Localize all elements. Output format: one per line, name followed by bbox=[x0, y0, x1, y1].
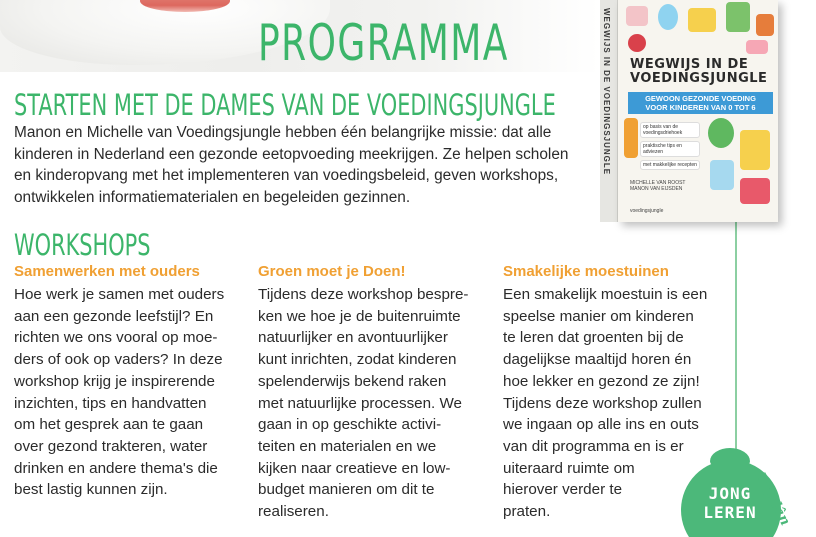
book-title-line: VOEDINGSJUNGLE bbox=[630, 71, 768, 86]
text-line: van dit programma en is er bbox=[503, 437, 684, 455]
illustration-shape bbox=[726, 2, 750, 32]
workshop-text bbox=[258, 284, 488, 523]
illustration-shape bbox=[628, 34, 646, 52]
book-front bbox=[618, 0, 778, 222]
text-line: ders of ook op vaders? In deze bbox=[14, 351, 223, 369]
text-line: ken we hoe je de buitenruimte bbox=[258, 307, 461, 325]
text-line: hoe lekker en gezond ze zijn! bbox=[503, 372, 700, 390]
book-spine-text: WEGWIJS IN DE VOEDINGSJUNGLE bbox=[602, 8, 611, 176]
book-author: MICHELLE VAN ROOST bbox=[630, 180, 686, 186]
text-line: gaan in op geschikte activi- bbox=[258, 416, 442, 434]
text-line: budget manieren om dit te bbox=[258, 481, 435, 499]
intro-heading: STARTEN MET DE DAMES VAN DE VOEDINGSJUNGLE bbox=[14, 88, 556, 122]
text-line: praten. bbox=[503, 503, 551, 521]
book-spine bbox=[600, 0, 618, 222]
logo-text bbox=[700, 484, 760, 522]
illustration-shape bbox=[740, 130, 770, 170]
workshops-heading: WORKSHOPS bbox=[14, 228, 151, 262]
illustration-shape bbox=[624, 118, 638, 158]
text-line: Hoe werk je samen met ouders bbox=[14, 286, 225, 303]
text-line: natuurlijker en avontuurlijker bbox=[258, 329, 448, 347]
book-publisher: voedingsjungle bbox=[630, 208, 664, 214]
illustration-shape bbox=[708, 118, 734, 148]
text-line: kunt inrichten, zodat kinderen bbox=[258, 351, 457, 369]
text-line: best lastig kunnen zijn. bbox=[14, 481, 168, 499]
book-subtitle-line: GEWOON GEZONDE VOEDING bbox=[645, 94, 756, 103]
illustration-shape bbox=[746, 40, 768, 54]
illustration-shape bbox=[626, 6, 648, 26]
book-subtitle bbox=[628, 92, 773, 114]
book-title bbox=[630, 58, 770, 86]
workshop-title: Samenwerken met ouders bbox=[14, 263, 200, 280]
book-tag: met makkelijke recepten bbox=[640, 160, 700, 170]
workshop-column-2 bbox=[258, 262, 488, 523]
workshop-text bbox=[14, 284, 244, 501]
text-line: Een smakelijk moestuin is een bbox=[503, 286, 708, 303]
illustration-shape bbox=[710, 160, 734, 190]
text-line: hierover verder te bbox=[503, 481, 623, 499]
page-title: PROGRAMMA bbox=[258, 14, 509, 72]
illustration-shape bbox=[658, 4, 678, 30]
text-line: om het gesprek aan te gaan bbox=[14, 416, 204, 434]
text-line: Tijdens deze workshop bespre- bbox=[258, 286, 469, 303]
text-line: over gezond trakteren, water bbox=[14, 437, 208, 455]
text-line: workshop krijg je inspirerende bbox=[14, 372, 215, 390]
text-line: uiteraard ruimte om bbox=[503, 459, 635, 477]
text-line: dagelijkse maaltijd horen én bbox=[503, 351, 692, 369]
intro-line: Manon en Michelle van Voedingsjungle hebben één belangrijke missie: dat alle bbox=[14, 124, 552, 141]
workshop-title: Smakelijke moestuinen bbox=[503, 263, 669, 280]
book-tags bbox=[640, 122, 700, 173]
text-line: inzichten, tips en handvatten bbox=[14, 394, 207, 412]
book-title-line: WEGWIJS IN DE bbox=[630, 57, 749, 72]
logo-line: LEREN bbox=[703, 503, 757, 522]
text-line: drinken en andere thema's die bbox=[14, 459, 218, 477]
book-authors bbox=[630, 180, 685, 192]
illustration-shape bbox=[756, 14, 774, 36]
book-subtitle-line: VOOR KINDEREN VAN 0 TOT 6 bbox=[645, 103, 756, 112]
intro-line: en kinderopvang met het implementeren van voedingsbeleid, geven workshops, bbox=[14, 167, 559, 184]
intro-line: ontwikkelen informatiematerialen en begeleiden gezinnen. bbox=[14, 188, 411, 206]
workshop-column-1 bbox=[14, 262, 244, 501]
text-line: richten we ons vooral op moe- bbox=[14, 329, 218, 347]
illustration-shape bbox=[740, 178, 770, 204]
book-author: MANON VAN EIJSDEN bbox=[630, 186, 683, 192]
book-cover bbox=[600, 0, 780, 222]
text-line: te leren dat groenten bij de bbox=[503, 329, 684, 347]
text-line: kijken naar creatieve en low- bbox=[258, 459, 451, 477]
text-line: speelse manier om kinderen bbox=[503, 307, 694, 325]
text-line: aan een gezonde leefstijl? En bbox=[14, 307, 214, 325]
text-line: teiten en materialen en we bbox=[258, 437, 437, 455]
illustration-shape bbox=[688, 8, 716, 32]
logo-line: JONG bbox=[708, 484, 752, 503]
book-tag: praktische tips en adviezen bbox=[640, 141, 700, 157]
book-tag: op basis van de voedingsdriehoek bbox=[640, 122, 700, 138]
text-line: we ingaan op alle ins en outs bbox=[503, 416, 699, 434]
text-line: Tijdens deze workshop zullen bbox=[503, 394, 702, 412]
divider-line bbox=[735, 215, 737, 455]
workshop-title: Groen moet je Doen! bbox=[258, 263, 406, 280]
text-line: realiseren. bbox=[258, 503, 329, 521]
intro-text bbox=[14, 122, 614, 208]
text-line: met natuurlijke processen. We bbox=[258, 394, 463, 412]
logo-script-text: Fryslân bbox=[751, 470, 794, 529]
intro-line: kinderen in Nederland een gezonde eetopvoeding meekrijgen. Ze helpen scholen bbox=[14, 145, 569, 163]
text-line: spelenderwijs bekend raken bbox=[258, 372, 447, 390]
